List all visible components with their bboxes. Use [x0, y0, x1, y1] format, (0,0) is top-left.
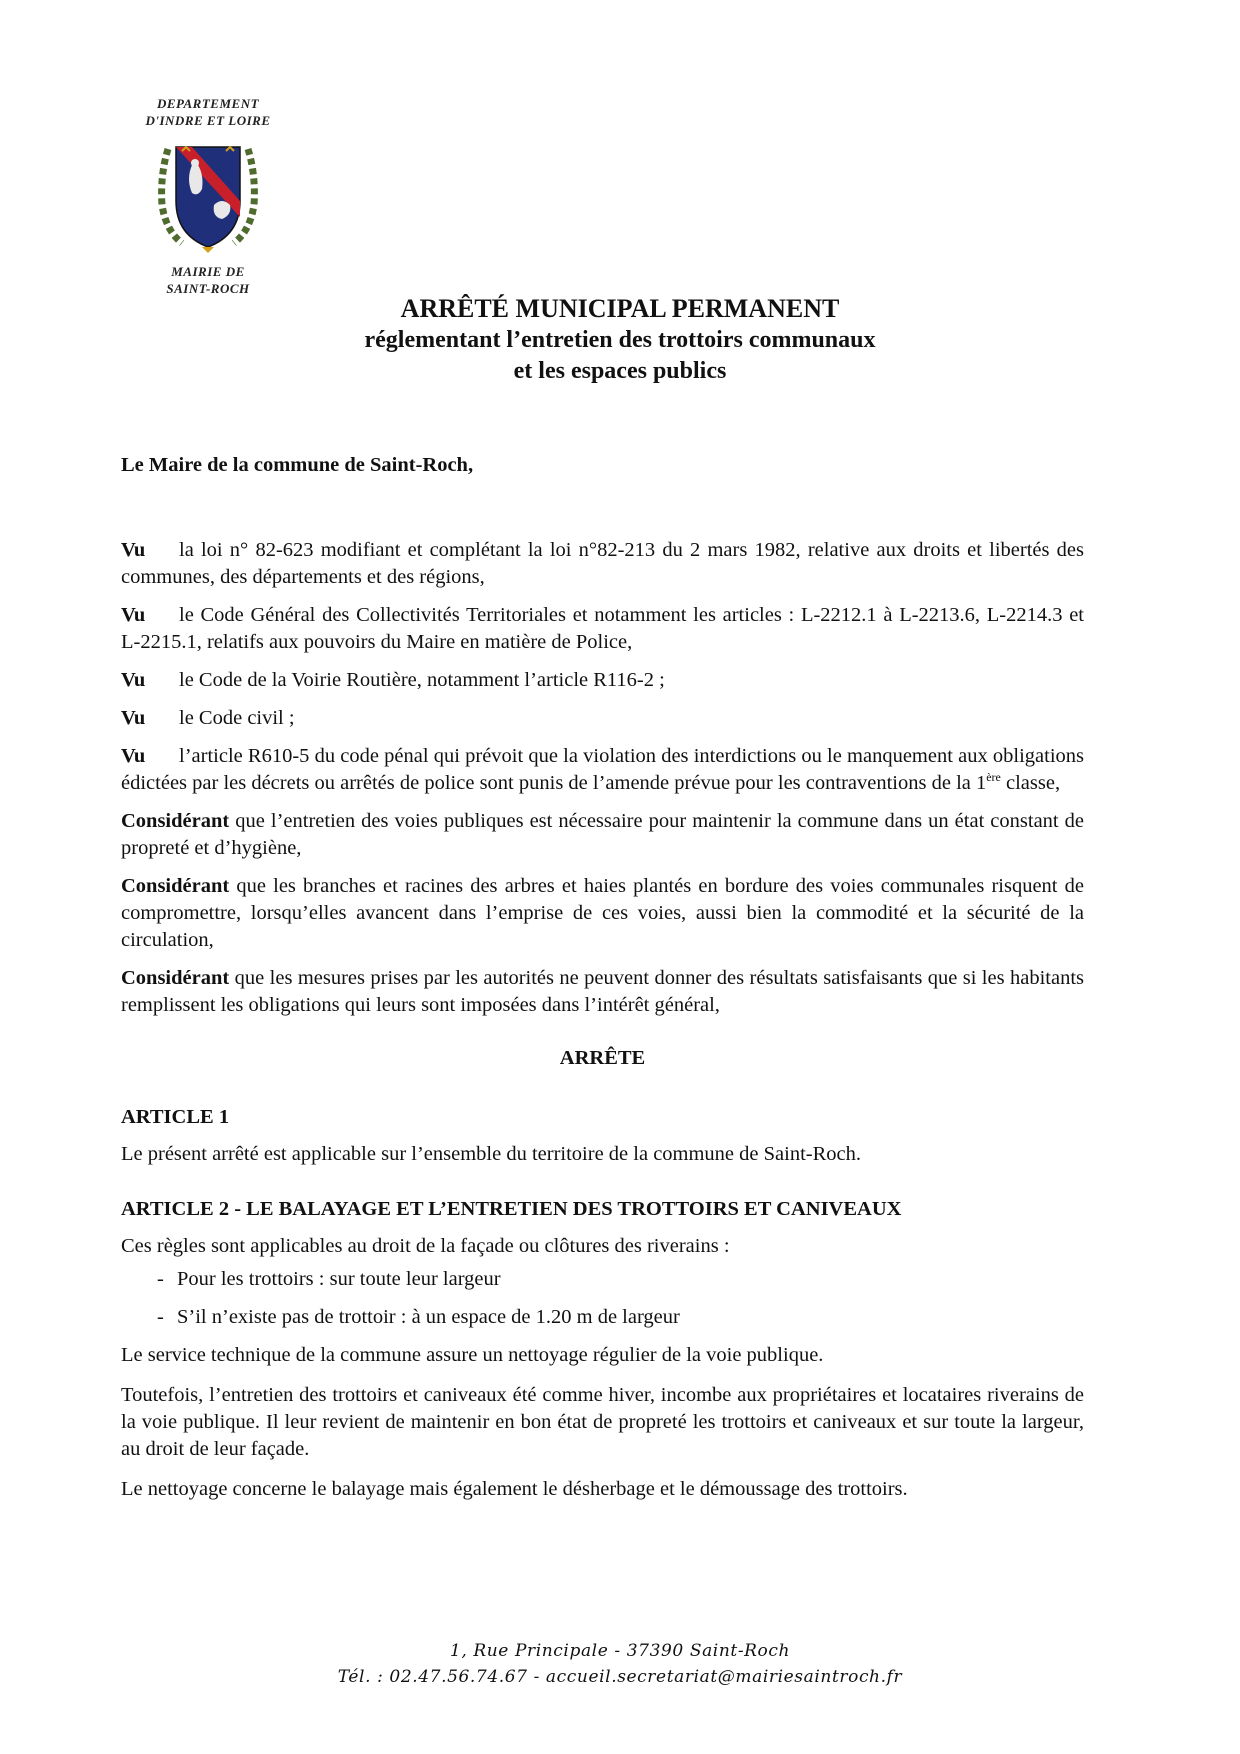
article-2-list — [121, 1266, 1084, 1331]
department-label: DEPARTEMENT — [156, 96, 260, 111]
article-2-paragraph: Toutefois, l’entretien des trottoirs et caniveaux été comme hiver, incombe aux propriétaires et locataires riverains de la voie publique. Il leur revient de maintenir en bon état de propreté les trottoirs et caniveaux et sur toute la largeur, au droit de leur façade. — [121, 1384, 1084, 1460]
article-2-paragraph: Le service technique de la commune assure un nettoyage régulier de la voie publique. — [121, 1344, 824, 1366]
vu-text: le Code de la Voirie Routière, notamment l’article R116-2 ; — [179, 669, 665, 691]
department-name: D'INDRE ET LOIRE — [145, 113, 271, 128]
superscript: ère — [986, 770, 1001, 785]
title-sub-1: réglementant l’entretien des trottoirs communaux — [364, 327, 876, 353]
vu-text: le Code Général des Collectivités Territoriales et notamment les articles : L-2212.1 à L-2213.6, L-2214.3 et L-2215.1, relatifs aux pouvoirs du Maire en matière de Police, — [121, 604, 1084, 653]
considerant-text: que l’entretien des voies publiques est nécessaire pour maintenir la commune dans un état constant de propreté et d’hygiène, — [121, 810, 1085, 859]
document-title — [0, 293, 1240, 387]
vu-label: Vu — [121, 707, 146, 729]
municipal-logo — [128, 95, 288, 297]
vu-clause — [121, 537, 1084, 591]
vu-clause — [121, 743, 1084, 797]
list-item: - Pour les trottoirs : sur toute leur largeur — [157, 1266, 1084, 1293]
vu-text-end: classe, — [1000, 772, 1061, 794]
vu-text: le Code civil ; — [179, 707, 295, 729]
article-2-paragraph: Le nettoyage concerne le balayage mais également le désherbage et le démoussage des trottoirs. — [121, 1478, 908, 1500]
considerant-clause — [121, 873, 1084, 954]
arrete-heading: ARRÊTE — [559, 1047, 646, 1069]
page-footer — [0, 1638, 1240, 1690]
mairie-name: SAINT-ROCH — [166, 281, 250, 296]
considerant-label: Considérant — [121, 967, 230, 989]
vu-label: Vu — [121, 539, 146, 561]
vu-text: l’article R610-5 du code pénal qui prévoit que la violation des interdictions ou le manquement aux obligations édictées par les décrets ou arrêtés de police sont punis de l’amende prévue pour les contraventions de la 1 — [121, 745, 1084, 794]
footer-address: 1, Rue Principale - 37390 Saint-Roch — [449, 1641, 791, 1661]
considerant-label: Considérant — [121, 810, 230, 832]
vu-clause — [121, 705, 1084, 732]
intro-line: Le Maire de la commune de Saint-Roch, — [121, 454, 474, 476]
list-item: - S’il n’existe pas de trottoir : à un espace de 1.20 m de largeur — [157, 1304, 1084, 1331]
vu-label: Vu — [121, 604, 146, 626]
document-body — [121, 452, 1084, 1516]
title-main: ARRÊTÉ MUNICIPAL PERMANENT — [400, 294, 840, 323]
footer-contact: Tél. : 02.47.56.74.67 - accueil.secretariat@mairiesaintroch.fr — [337, 1667, 903, 1687]
article-2-heading: ARTICLE 2 - LE BALAYAGE ET L’ENTRETIEN DES TROTTOIRS ET CANIVEAUX — [121, 1198, 902, 1220]
mairie-label: MAIRIE DE — [171, 264, 245, 279]
vu-clause — [121, 602, 1084, 656]
vu-label: Vu — [121, 669, 146, 691]
considerant-text: que les mesures prises par les autorités ne peuvent donner des résultats satisfaisants que si les habitants remplissent les obligations qui leurs sont imposées dans l’intérêt général, — [121, 967, 1084, 1016]
vu-clause — [121, 667, 1084, 694]
coat-of-arms-icon — [152, 135, 264, 257]
vu-text: la loi n° 82-623 modifiant et complétant la loi n°82-213 du 2 mars 1982, relative aux droits et libertés des communes, des départements et des régions, — [121, 539, 1084, 588]
considerant-clause — [121, 808, 1084, 862]
article-2-intro: Ces règles sont applicables au droit de la façade ou clôtures des riverains : — [121, 1235, 730, 1257]
article-1-text: Le présent arrêté est applicable sur l’ensemble du territoire de la commune de Saint-Roch. — [121, 1143, 861, 1165]
vu-label: Vu — [121, 745, 146, 767]
considerant-label: Considérant — [121, 875, 230, 897]
article-1-heading: ARTICLE 1 — [121, 1106, 230, 1128]
considerant-text: que les branches et racines des arbres et haies plantés en bordure des voies communales risquent de compromettre, lorsqu’elles avancent dans l’emprise de ces voies, aussi bien la commodité et la sécurité de la circulation, — [121, 875, 1085, 951]
considerant-clause — [121, 965, 1084, 1019]
title-sub-2: et les espaces publics — [513, 358, 727, 384]
